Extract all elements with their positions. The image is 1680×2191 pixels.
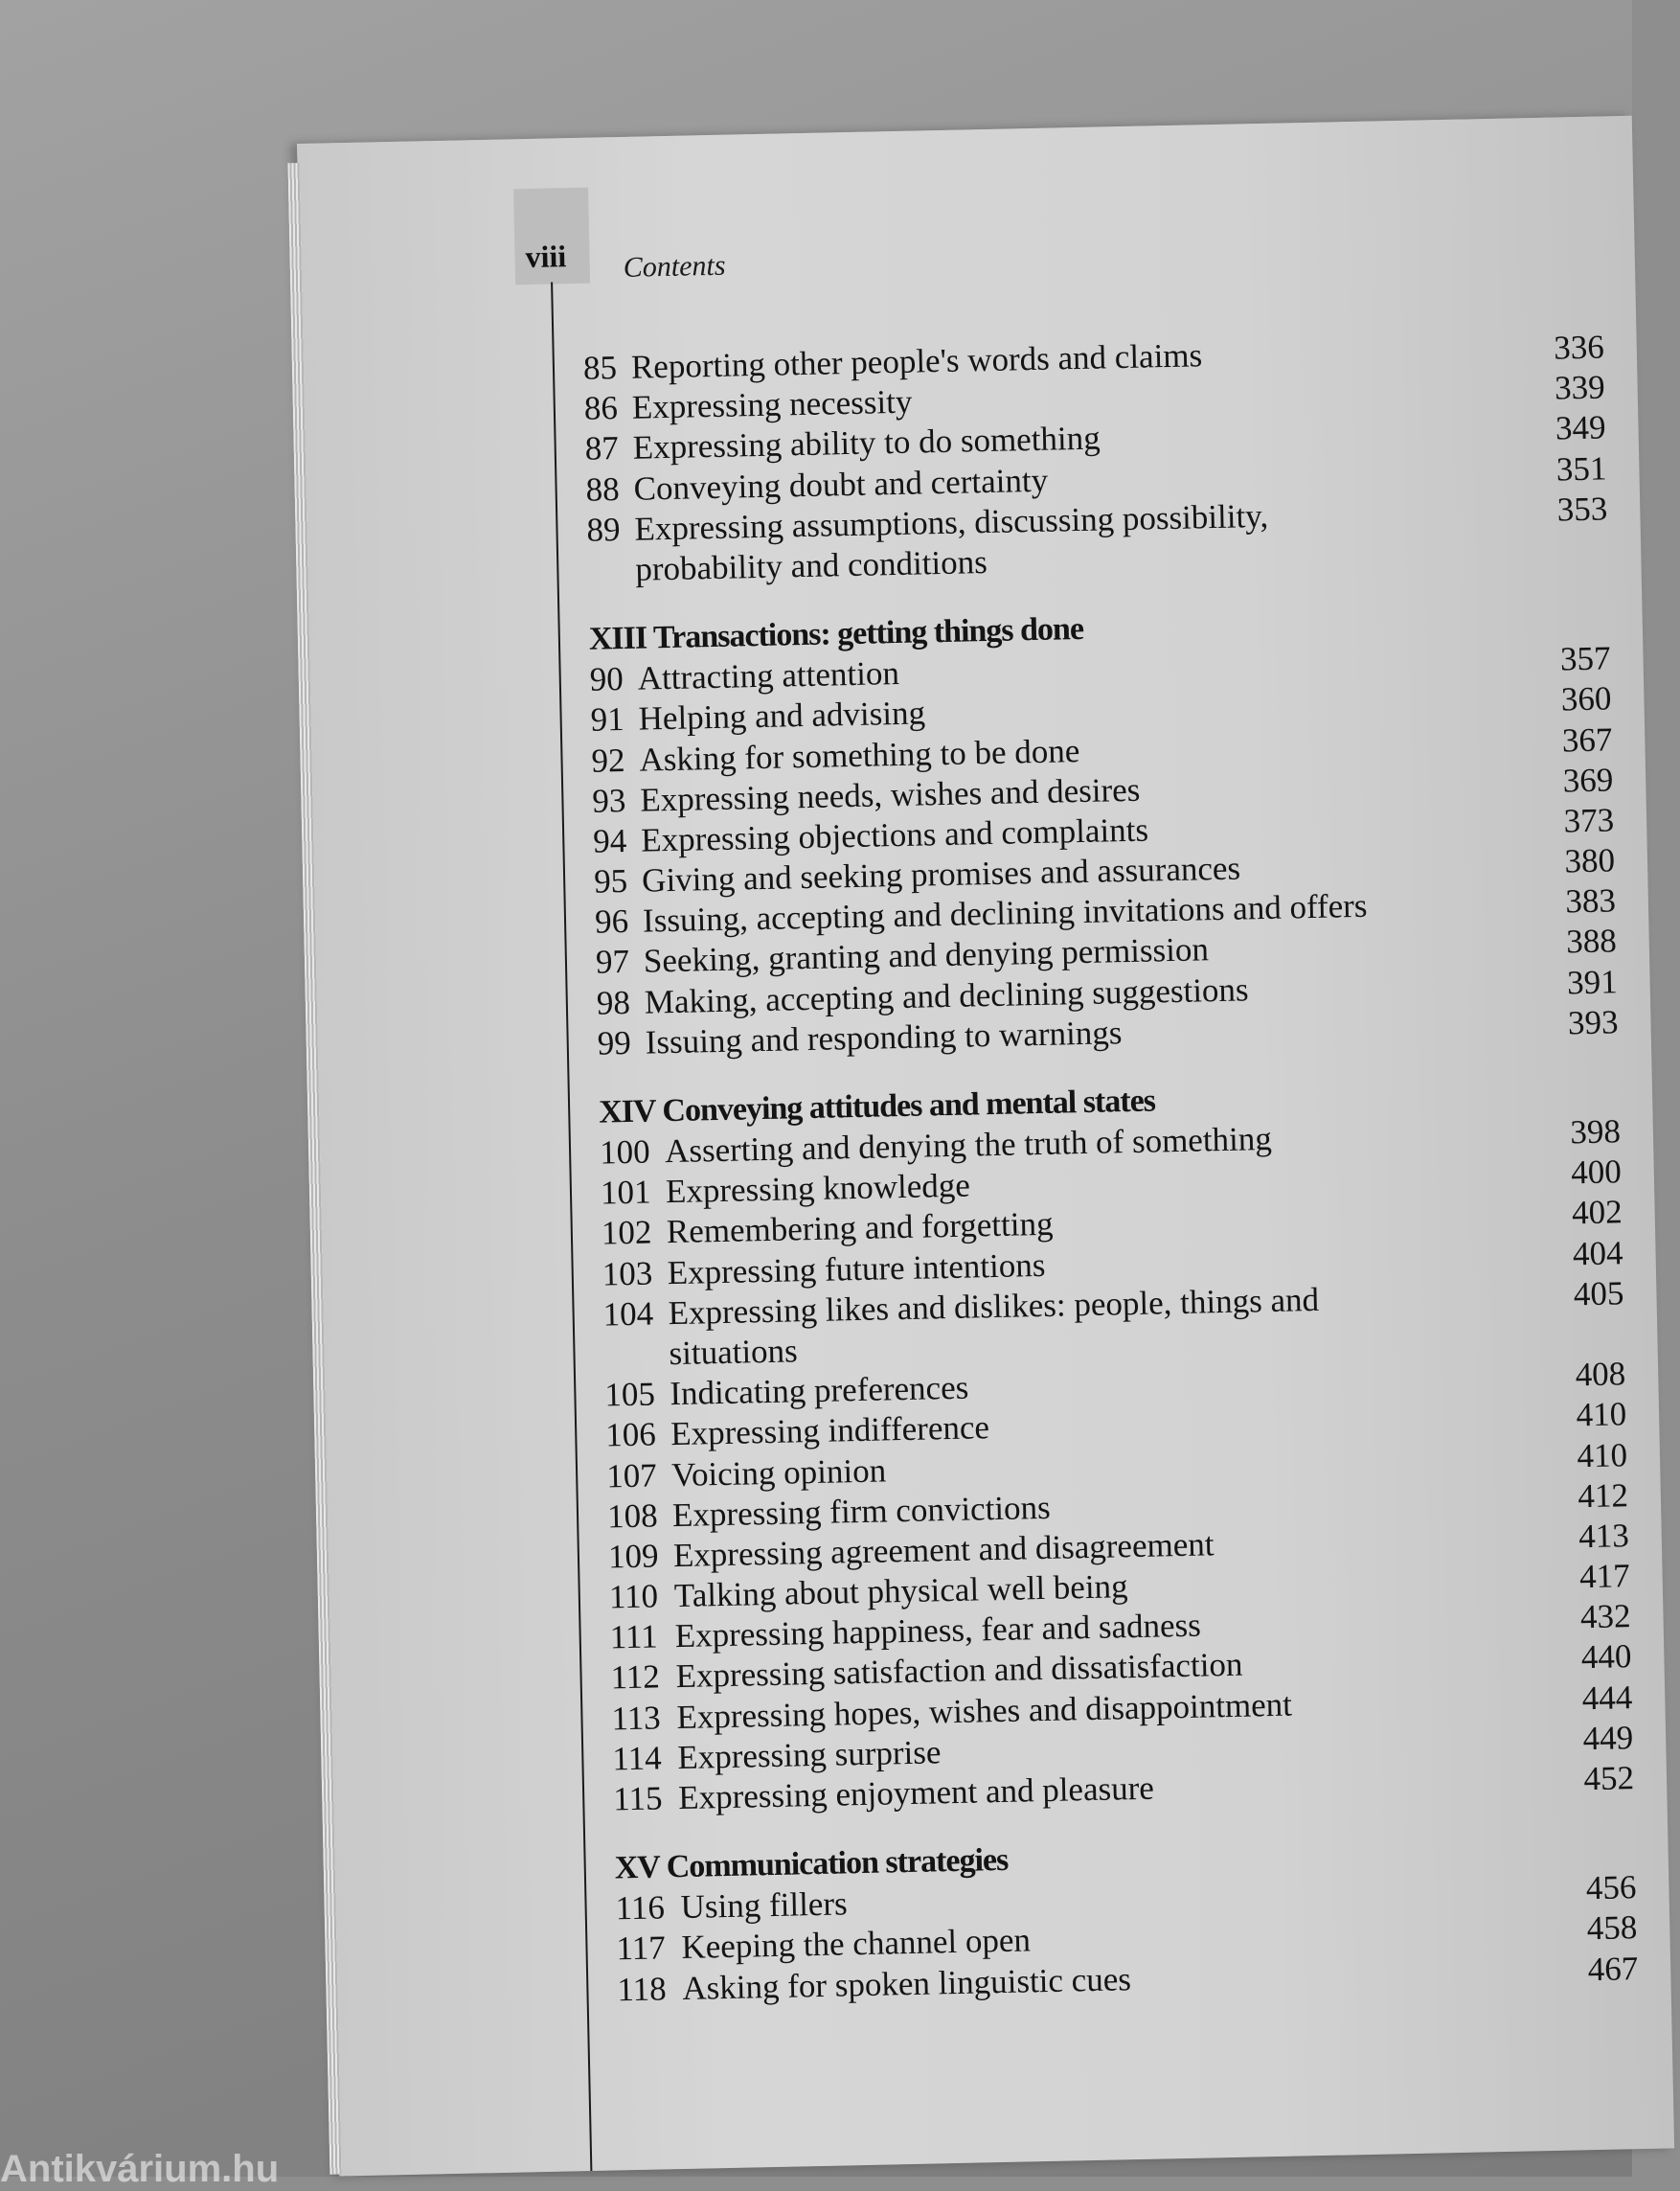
entry-page: 467: [1587, 1949, 1639, 1988]
entry-title: Expressing agreement and disagreement: [672, 1525, 1215, 1574]
entry-page: 357: [1559, 639, 1611, 678]
entry-page: 456: [1585, 1868, 1637, 1907]
entry-title: Expressing hopes, wishes and disappointment: [676, 1685, 1293, 1736]
entry-page: 398: [1569, 1112, 1622, 1152]
entry-title: Asking for spoken linguistic cues: [681, 1959, 1132, 2007]
entry-number: 91: [590, 700, 625, 740]
entry-number: 102: [601, 1213, 652, 1252]
entry-page: 391: [1566, 962, 1619, 1002]
entry-page: 336: [1553, 328, 1605, 367]
entry-title-continuation: situations: [669, 1332, 799, 1373]
entry-number: 104: [602, 1294, 654, 1334]
entry-title: Asserting and denying the truth of something: [664, 1119, 1273, 1171]
page-number: viii: [525, 239, 567, 275]
entry-title: Using fillers: [680, 1884, 849, 1927]
entry-title: Helping and advising: [638, 694, 926, 738]
entry-number: 86: [583, 389, 619, 427]
entry-title: Asking for something to be done: [639, 731, 1080, 779]
entry-title: Indicating preferences: [670, 1368, 969, 1413]
entry-page: 417: [1578, 1557, 1631, 1596]
entry-number: 88: [585, 469, 621, 509]
entry-title: Expressing necessity: [631, 382, 913, 426]
entry-title: Expressing knowledge: [665, 1166, 971, 1211]
entry-title-continuation: probability and conditions: [634, 542, 988, 588]
entry-number: 106: [604, 1415, 657, 1454]
table-of-contents: [570, 327, 1677, 2011]
entry-page: 413: [1578, 1517, 1630, 1556]
entry-number: 113: [611, 1699, 662, 1738]
entry-page: 373: [1563, 801, 1615, 840]
entry-page: 410: [1577, 1435, 1628, 1474]
entry-page: 404: [1572, 1233, 1623, 1272]
entry-number: 109: [607, 1537, 659, 1576]
entry-number: 85: [582, 349, 618, 387]
section-heading: XV Communication strategies: [614, 1842, 1009, 1886]
entry-number: 118: [617, 1969, 668, 2008]
entry-title: Conveying doubt and certainty: [633, 461, 1049, 508]
entry-page: 380: [1564, 841, 1616, 880]
entry-number: 89: [586, 510, 621, 549]
entry-number: 93: [592, 781, 626, 820]
entry-page: 367: [1561, 719, 1613, 759]
entry-page: 351: [1555, 449, 1607, 489]
entry-page: 402: [1571, 1193, 1623, 1232]
entry-page: 408: [1575, 1355, 1626, 1394]
entry-page: 458: [1586, 1908, 1638, 1948]
entry-title: Remembering and forgetting: [666, 1205, 1054, 1251]
entry-page: 349: [1555, 408, 1606, 447]
entry-number: 87: [584, 429, 620, 468]
entry-page: 405: [1573, 1274, 1624, 1313]
entry-title: Expressing ability to do something: [632, 419, 1101, 468]
entry-number: 101: [600, 1173, 651, 1212]
entry-title: Expressing future intentions: [667, 1245, 1046, 1291]
entry-page: 440: [1580, 1637, 1632, 1677]
entry-title: Seeking, granting and denying permission: [643, 930, 1210, 981]
book-page: [297, 116, 1674, 2177]
entry-title: Giving and seeking promises and assurances: [641, 849, 1241, 900]
watermark: Antikvárium.hu: [0, 2148, 280, 2190]
entry-number: 112: [610, 1657, 661, 1697]
entry-page: 410: [1576, 1395, 1627, 1434]
entry-number: 115: [612, 1779, 663, 1818]
entry-number: 97: [595, 943, 630, 982]
entry-number: 108: [606, 1496, 658, 1536]
entry-number: 107: [605, 1455, 658, 1495]
entry-number: 117: [616, 1929, 667, 1968]
entry-title: Expressing assumptions, discussing possibility,: [634, 496, 1269, 548]
entry-number: 114: [611, 1739, 662, 1778]
running-head: Contents: [623, 249, 726, 284]
entry-page: 383: [1564, 881, 1617, 921]
entry-title: Expressing firm convictions: [671, 1488, 1052, 1534]
entry-title: Making, accepting and declining suggestions: [644, 970, 1249, 1021]
entry-number: 90: [589, 660, 624, 698]
entry-page: 360: [1560, 679, 1612, 719]
entry-number: 98: [596, 983, 631, 1022]
entry-page: 412: [1577, 1475, 1629, 1515]
entry-page: 432: [1579, 1597, 1631, 1636]
entry-page: 449: [1582, 1718, 1634, 1758]
entry-number: 100: [599, 1132, 651, 1172]
entry-page: 452: [1583, 1759, 1635, 1798]
entry-number: 105: [604, 1375, 656, 1414]
entry-number: 92: [591, 741, 625, 780]
section-heading: XIII Transactions: getting things done: [588, 611, 1084, 657]
entry-number: 96: [594, 902, 629, 941]
entry-title: Talking about physical well being: [673, 1567, 1128, 1615]
section-heading: XIV Conveying attitudes and mental states: [598, 1083, 1156, 1130]
entry-number: 111: [609, 1617, 659, 1656]
entry-page: 353: [1556, 490, 1608, 529]
entry-title: Issuing, accepting and declining invitations and offers: [642, 887, 1368, 940]
entry-title: Expressing surprise: [676, 1733, 942, 1776]
entry-number: 116: [615, 1888, 666, 1928]
entry-page: 400: [1570, 1153, 1623, 1192]
entry-number: 103: [602, 1254, 653, 1293]
entry-title: Attracting attention: [637, 654, 900, 697]
entry-page: 369: [1562, 761, 1614, 800]
entry-title: Expressing enjoyment and pleasure: [677, 1769, 1155, 1817]
entry-page: 444: [1581, 1677, 1633, 1717]
entry-number: 99: [597, 1023, 632, 1062]
entry-title: Expressing satisfaction and dissatisfaction: [675, 1646, 1243, 1696]
entry-title: Voicing opinion: [670, 1450, 887, 1494]
entry-title: Expressing likes and dislikes: people, things and: [668, 1280, 1320, 1332]
entry-page: 388: [1565, 922, 1618, 961]
entry-title: Reporting other people's words and claims: [630, 336, 1203, 386]
entry-number: 110: [608, 1577, 659, 1616]
entry-title: Issuing and responding to warnings: [645, 1013, 1123, 1061]
entry-page: 393: [1567, 1003, 1619, 1042]
entry-title: Expressing objections and complaints: [640, 810, 1149, 859]
entry-number: 94: [592, 821, 627, 860]
entry-number: 95: [593, 862, 628, 901]
entry-page: 339: [1554, 368, 1606, 407]
entry-title: Expressing happiness, fear and sadness: [674, 1606, 1202, 1655]
entry-title: Expressing needs, wishes and desires: [640, 770, 1141, 819]
entry-title: Expressing indifference: [670, 1408, 990, 1453]
entry-title: Keeping the channel open: [681, 1921, 1032, 1967]
